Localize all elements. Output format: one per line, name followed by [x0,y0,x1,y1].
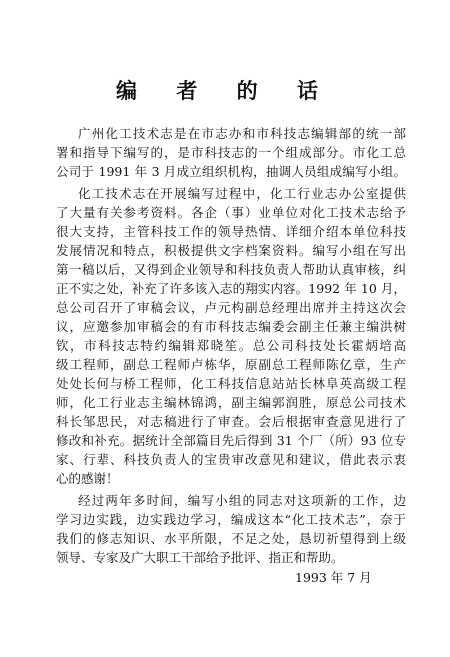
text-line: 议，应邀参加审稿会的有市科技志编委会副主任兼主编洪树 [56,319,406,334]
date-line: 1993 年 7 月 [295,570,372,585]
text-line: 处处长何与桥工程师，化工科技信息站站长林阜英高级工程 [56,376,406,391]
page-title: 编 者 的 话 [116,78,334,103]
paragraph-2 [56,184,406,488]
text-line: 钦，市科技志特约编辑郑晓笙。总公司科技处长霍炳培高 [56,338,406,353]
text-line: 学习边实践，边实践边学习，编成这本“化工技术志”，奈于 [56,512,406,527]
text-line: 领导、专家及广大职工干部给予批评、指正和帮助。 [56,550,344,565]
paragraph-1 [56,124,406,181]
text-line: 级工程师，副总工程师卢栋华，原副总工程师陈亿章，生产 [56,357,406,372]
text-line: 心的感谢！ [56,471,119,486]
text-line: 了大量有关参考资料。各企（事）业单位对化工技术志给予 [56,205,406,220]
body-text [56,124,406,567]
text-line: 化工技术志在开展编写过程中，化工行业志办公室提供 [78,186,406,201]
text-line: 正不实之处，补充了许多该入志的翔实内容。1992 年 10 月， [56,281,406,296]
text-line: 广州化工技术志是在市志办和市科技志编辑部的统一部 [78,126,406,141]
text-line: 修改和补充。据统计全部篇目先后得到 31 个厂（所）93 位专 [56,433,406,448]
text-line: 公司于 1991 年 3 月成立组织机构，抽调人员组成编写小组。 [56,164,406,179]
text-line: 我们的修志知识、水平所限，不足之处，恳切祈望得到上级 [56,531,406,546]
paragraph-3 [56,491,406,567]
text-line: 科长邹思民，对志稿进行了审查。会后根据审查意见进行了 [56,414,406,429]
text-line: 经过两年多时间，编写小组的同志对这项新的工作，边 [78,493,406,508]
text-line: 师，化工行业志主编林锦鸿，副主编郭润胜，原总公司技术 [56,395,406,410]
text-line: 发展情况和特点，积极提供文字档案资料。编写小组在写出 [56,243,406,258]
text-line: 家、行辈、科技负责人的宝贵审改意见和建议，借此表示衷 [56,452,406,467]
text-line: 署和指导下编写的，是市科技志的一个组成部分。市化工总 [56,145,406,160]
text-line: 总公司召开了审稿会议，卢元构副总经理出席并主持这次会 [56,300,406,315]
text-line: 很大支持，主管科技工作的领导热情、详细介绍本单位科技 [56,224,406,239]
text-line: 第一稿以后，又得到企业领导和科技负责人帮助认真审核，纠 [56,262,406,277]
